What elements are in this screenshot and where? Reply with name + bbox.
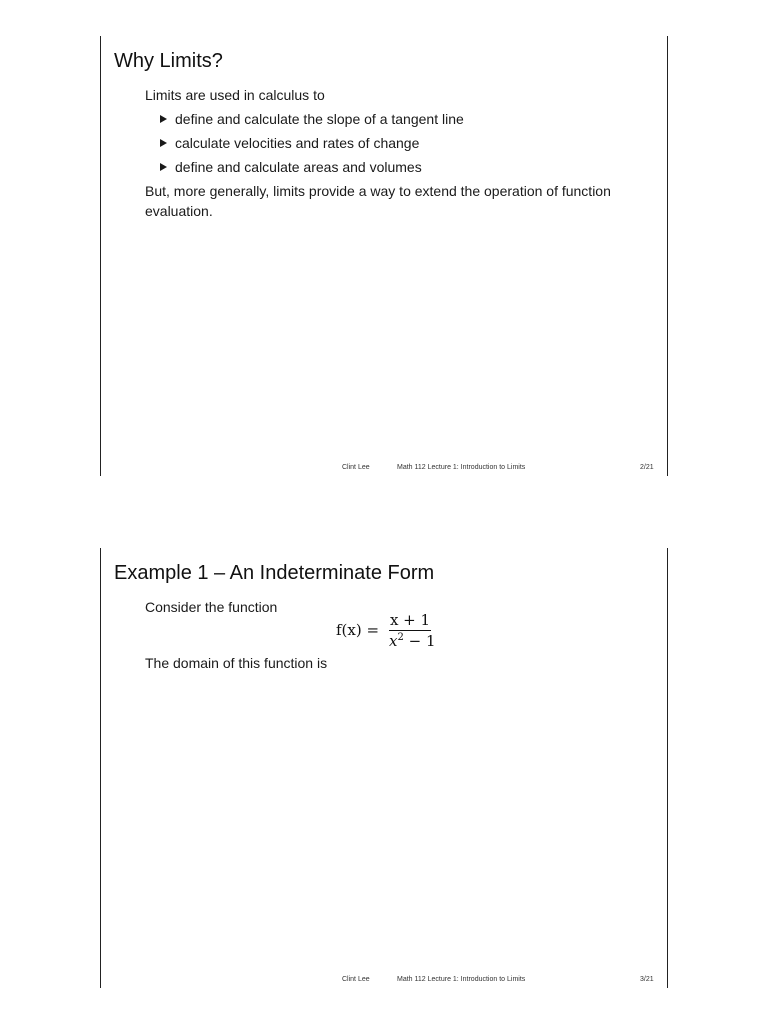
- formula-numerator: x + 1: [389, 611, 431, 629]
- triangle-bullet-icon: [160, 163, 167, 171]
- intro-text: Consider the function: [145, 599, 278, 615]
- slide-why-limits: [100, 36, 668, 476]
- slide-border-left: [100, 548, 101, 988]
- slide-title: Why Limits?: [114, 50, 223, 72]
- slide-example-1: [100, 548, 668, 988]
- triangle-bullet-icon: [160, 115, 167, 123]
- paragraph-text: But, more generally, limits provide a way to extend the operation of function evaluation.: [145, 183, 611, 219]
- denominator-rest: − 1: [403, 632, 436, 650]
- triangle-bullet-icon: [160, 139, 167, 147]
- slide-border-left: [100, 36, 101, 476]
- bullet-list: [145, 109, 645, 177]
- slide-footer: [100, 976, 668, 988]
- formula-lhs: f(x) =: [336, 621, 380, 639]
- fraction-bar: [389, 630, 431, 631]
- list-item: [160, 157, 645, 177]
- footer-lecture-title: Math 112 Lecture 1: Introduction to Limits: [397, 464, 526, 471]
- domain-text: The domain of this function is: [145, 655, 328, 671]
- footer-lecture-title: Math 112 Lecture 1: Introduction to Limits: [397, 976, 526, 983]
- slide-body: [145, 85, 645, 221]
- list-item: [160, 133, 645, 153]
- intro-text: Limits are used in calculus to: [145, 87, 325, 103]
- footer-page-number: 3/21: [640, 976, 654, 983]
- slide-title: Example 1 – An Indeterminate Form: [114, 562, 435, 584]
- formula-fraction: [389, 611, 436, 650]
- denominator-exponent: 2: [397, 632, 404, 643]
- bullet-text: define and calculate the slope of a tangent line: [175, 111, 464, 127]
- slide-border-right: [667, 36, 668, 476]
- slide-footer: [100, 464, 668, 476]
- formula-denominator: [389, 632, 436, 650]
- list-item: [160, 109, 645, 129]
- footer-author: Clint Lee: [342, 464, 370, 471]
- slide-border-right: [667, 548, 668, 988]
- footer-page-number: 2/21: [640, 464, 654, 471]
- denominator-base: x: [389, 632, 398, 650]
- bullet-text: define and calculate areas and volumes: [175, 159, 422, 175]
- bullet-text: calculate velocities and rates of change: [175, 135, 420, 151]
- footer-author: Clint Lee: [342, 976, 370, 983]
